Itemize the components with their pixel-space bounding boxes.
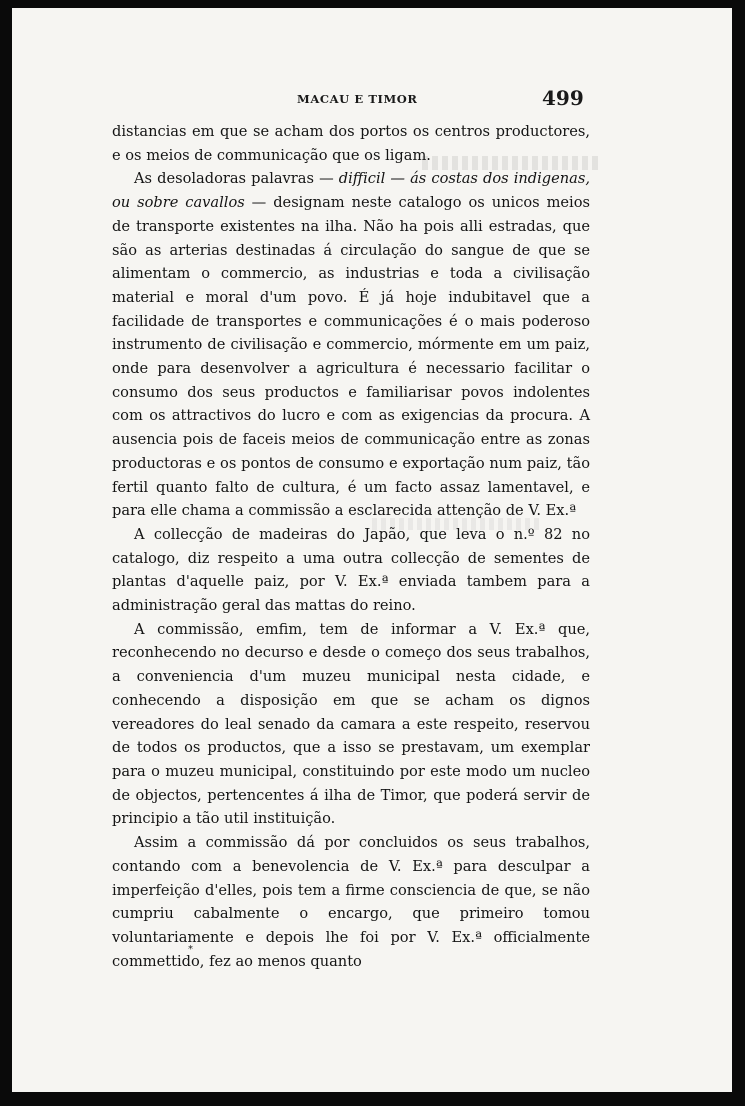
paragraph: A commissão, emfim, tem de informar a V. Ex.ª que, reconhecendo no decurso e desde o começo dos seus trabalhos, a conveniencia d'um muzeu municipal nesta cidade, e conhecendo a disposição em que se acham os dignos vereadores do leal senado da camara a este respeito, reservou de todos os productos, que a isso se prestavam, um exemplar para o muzeu municipal, constituindo por este modo um nucleo de objectos, pertencentes á ilha de Timor, que poderá servir de principio a tão util instituição. (112, 620, 590, 828)
paragraph: Assim a commissão dá por concluidos os seus trabalhos, contando com a benevolencia de V. Ex.ª para desculpar a imperfeição d'elles, pois tem a firme consciencia de que, se não cumpriu cabalmente o encargo, que primeiro tomou voluntariamente e depois lhe foi por V. Ex.ª officialmente commettido, fez ao menos quanto (112, 834, 590, 970)
paragraph-text: As desoladoras palavras — (134, 170, 339, 188)
paragraph (112, 167, 590, 523)
page-number: 499 (542, 86, 584, 110)
running-head: MACAU E TIMOR (297, 92, 418, 106)
paragraph: A collecção de madeiras do Japão, que leva o n.º 82 no catalogo, diz respeito a uma outra collecção de sementes de plantas d'aquelle paiz, por V. Ex.ª enviada tambem para a administração geral das mattas do reino. (112, 525, 590, 615)
paragraph-text: — designam neste catalogo os unicos meios de transporte existentes na ilha. Não ha pois alli estradas, que são as arterias destinadas á circulação do sangue de que se alimentam o commercio, as industrias e toda a civilisação material e moral d'um povo. É já hoje indubitavel que a facilidade de transportes e communicações é o mais poderoso instrumento de civilisação e commercio, mórmente em um paiz, onde para desenvolver a agricultura é necessario facilitar o consumo dos seus productos e familiarisar povos indolentes com os attractivos do lucro e com as exigencias da procura. A ausencia pois de faceis meios de communicação entre as zonas productoras e os pontos de consumo e exportação num paiz, tão fertil quanto falto de cultura, é um facto assaz lamentavel, e para elle chama a commissão a esclarecida attenção de V. Ex.ª (112, 194, 590, 520)
paragraph: distancias em que se acham dos portos os centros productores, e os meios de communicação que os ligam. (112, 123, 590, 164)
book-page (12, 8, 732, 1092)
italic-quote: difficil — ás costas dos indigenas, ou sobre cavallos (112, 170, 591, 212)
footer-mark: * (188, 944, 193, 955)
body-text (112, 120, 590, 973)
page-header (12, 88, 732, 112)
